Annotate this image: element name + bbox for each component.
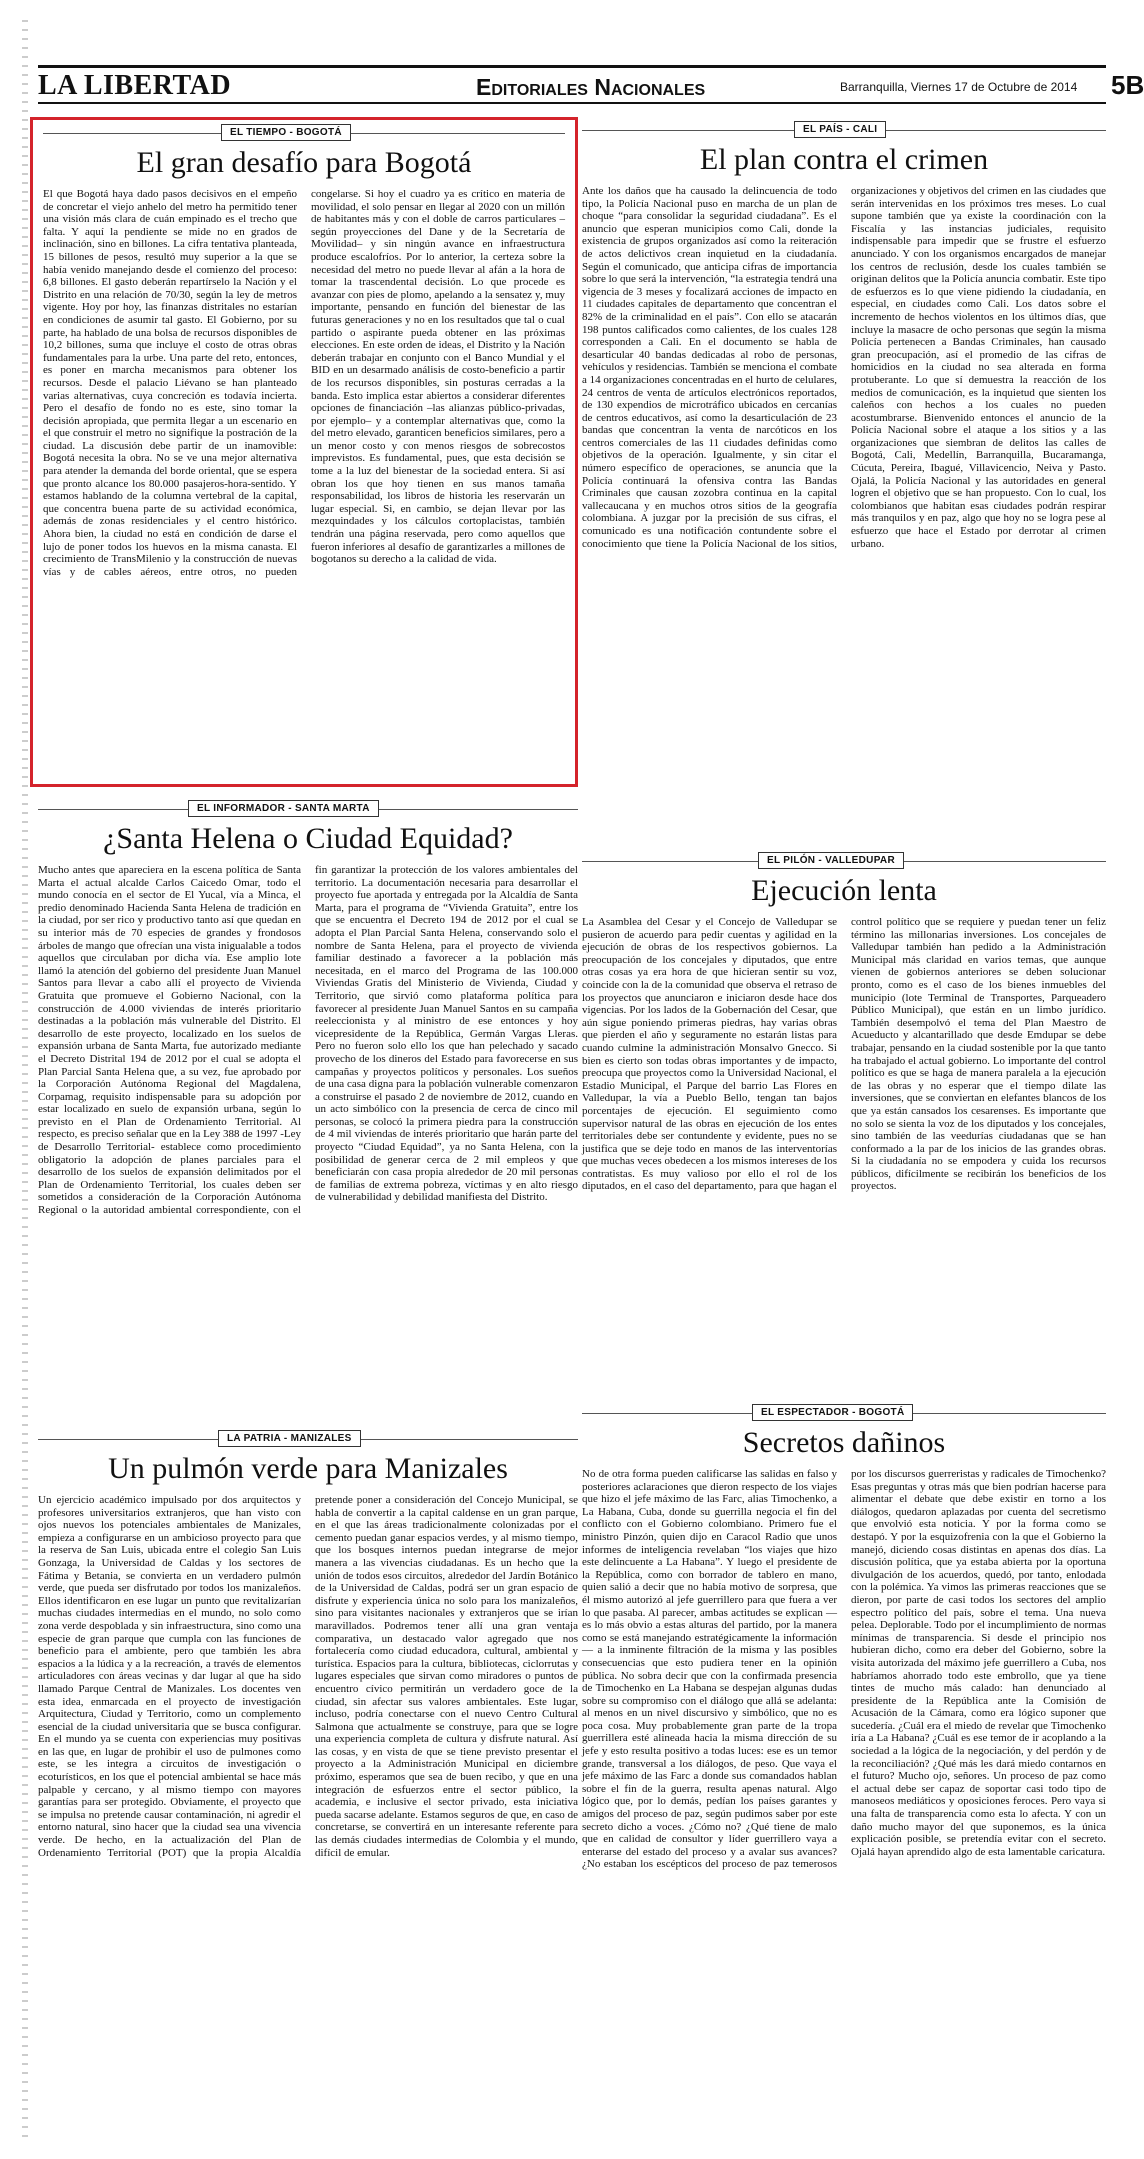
editorial-el-pais[interactable] — [582, 121, 1106, 811]
editorial-el-tiempo[interactable] — [30, 117, 578, 787]
article-headline: Secretos dañinos — [742, 1426, 946, 1459]
article-body: La Asamblea del Cesar y el Concejo de Valledupar se pusieron de acuerdo para pedir cuentas y agilidad en la ejecución de obras de los respectivos gobiernos. La preocupación de los concejales y diputados, que entre otras cosas ya era hora de que hicieran sentir su voz, coincide con la de la comunidad que observa el retraso de los proyectos que anunciaron e iniciaron desde hace dos vigencias. Por los lados de la Gobernación del Cesar, que aún sigue poniendo primeras piedras, hay varias obras que pierden el año y seguramente no estarán listas para cuando culmine la administración Monsalvo Gnecco. Si bien es cierto son todas obras importantes y de impacto, preocupa que proyectos como la Universidad Nacional, el Estadio Municipal, el Parque del barrio Las Flores en Valledupar, la vía a Pueblo Bello, tengan tan bajos porcentajes de ejecución. El seguimiento como supervisor natural de las obras en ejecución de los entes territoriales debe ser contundente y evidente, pues no se justifica que se deje todo en manos de las interventorías que muchas veces obedecen a los mismos intereses de los contratistas. Es muy valioso por ello el rol de los diputados, en el caso del departamento, para que hagan el control político que se requiere y puedan tener un feliz término las millonarias inversiones. Los concejales de Valledupar también han pedido a la Administración Municipal más claridad en varios temas, que aunque vienen de gobiernos anteriores se deben solucionar pronto, como es el caso de los bienes inmuebles del municipio (lote Terminal de Transportes, Parqueadero Público Municipal), que están en un limbo jurídico. También desempolvó el tema del Plan Maestro de Acueducto y alcantarillado que desde Emdupar se debe trabajar, pensando en la ciudad sostenible por la que tanto ha trabajado el actual gobierno. Lo importante del control político es que se haga de manera paralela a la ejecución de las obras y no esperar que el tiempo dilate las inversiones, que se conviertan en elefantes blancos de los que ya están cansados los cesarenses. Es importante que no solo se sienta la voz de los diputados y los concejales, sino también de las veedurías ciudadanas que se han conformado a la par de los inicios de las grandes obras. Si la ciudadanía no se empodera y cuida los recursos públicos, difícilmente se recibirán los beneficios de los proyectos. — [582, 916, 1106, 1193]
page-edge-marks — [8, 0, 26, 2159]
article-headline: El plan contra el crimen — [699, 143, 989, 176]
editorial-la-patria[interactable] — [38, 1430, 578, 2142]
editorial-el-pilon[interactable] — [582, 852, 1106, 1400]
editorial-el-espectador[interactable] — [582, 1404, 1106, 2142]
article-body: El que Bogotá haya dado pasos decisivos en el empeño de concretar el viejo anhelo del metro ha permitido tener una visión más clara de cuán empinado es el trecho que falta. Y aquí la pendiente se mide no en grados de inclinación, sino en billones. La cifra tentativa planteada, 15 billones de pesos, resultó muy superior a la que se había venido manejando desde el comienzo del proceso: 6,8 billones. El gasto deberán repartírselo la Nación y el Distrito en una relación de 70/30, según la ley de metros vigente. Hoy por hoy, las finanzas distritales no estarían en condiciones de asumir tal gasto. El Gobierno, por su parte, ha hablado de una bolsa de recursos disponibles de 10,2 billones, suma que incluye el costo de otras obras fundamentales para la urbe. Una parte del reto, entonces, es poner en marcha mecanismos para obtener los recursos. Desde el palacio Liévano se han planteado varias alternativas, cuya concreción es todavía incierta. Pero el desafío de fondo no es este, sino tomar la decisión apropiada, que permita llegar a un escenario en el que construir el metro no signifique la postración de la ciudad. La discusión debe partir de un inamovible: Bogotá necesita la obra. No se ve una mejor alternativa para atender la demanda del borde oriental, que se espera que pronto alcance los 80.000 pasajeros-hora-sentido. Y estamos hablando de la columna vertebral de la capital, que concentra buena parte de su actividad económica, además de zonas residenciales y el centro histórico. Ahora bien, la ciudad no está en condición de darse el lujo de poner todos los huevos en la misma canasta. El crecimiento de TransMilenio y la construcción de nuevas vías y de cables aéreos, entre otros, no pueden congelarse. Si hoy el cuadro ya es crítico en materia de movilidad, el solo pensar en llegar al 2020 con un millón de habitantes más y con el doble de carros particulares –según proyecciones del Dane y de la Secretaría de Movilidad– y sin ningún avance en infraestructura produce escalofríos. Por lo anterior, la certeza sobre la necesidad del metro no puede llevar al afán a la hora de tomar la trascendental decisión. Lo que procede es avanzar con pies de plomo, apelando a la sensatez y, muy importante, pensando en función del bienestar de las futuras generaciones y no en los resultados que tal o cual partido o aspirante pueda obtener en las próximas elecciones. En este orden de ideas, el Distrito y la Nación deberán trabajar en conjunto con el Banco Mundial y el BID en un desarmado análisis de costo-beneficio a partir de los recursos disponibles, sin posturas cerradas a la banda. Esto implica estar abiertos a considerar diferentes opciones de financiación –las alianzas público-privadas, por ejemplo– y a contemplar alternativas que, como la del metro elevado, garanticen beneficios similares, pero a un menor costo y con menos riesgos de sobrecostos imprevistos. Es fundamental, pues, que esta decisión se tome a la luz del bienestar de la sociedad entera. Si así obran los que hoy tienen en sus manos tamaña responsabilidad, los libros de historia les reservarán un lugar especial. Si, en cambio, se dejan llevar por las mezquindades y los cálculos cortoplacistas, también tendrán una página reservada, pero como aquellos que fueron inferiores al desafío de garantizarles a millones de bogotanos su derecho a la calidad de vida. — [43, 188, 565, 578]
source-tag: EL ESPECTADOR - BOGOTÁ — [752, 1404, 913, 1421]
article-body: Un ejercicio académico impulsado por dos arquitectos y profesores universitarios extranjeros, que han visto con ojos nuevos los potenciales ambientales de Manizales, empieza a configurarse en un ambicioso proyecto para que la reserva de San Luis, ubicada entre el colegio San Luis Gonzaga, la Universidad de Caldas y los sectores de Fátima y Betania, se convierta en un verdadero pulmón verde, que pueda ser disfrutado por todos los manizaleños. Ellos identificaron en ese lugar un punto que revitalizarían muchas ciudades intermedias en el mundo, no solo como zona verde despoblada y sin infraestructura, sino como una especie de gran parque que cumpla con las funciones de beneficio para el ambiente, pero que también les abra espacios a la lúdica y a la recreación, a través de elementos articuladores con áreas vecinas y dar lugar al que ha sido llamado Parque Central de Manizales. Los docentes ven esta idea, enmarcada en el proyecto de investigación Arquitectura, Ciudad y Territorio, como un complemento esencial de la ciudad universitaria que se busca configurar. En el mundo ya se cuenta con experiencias muy positivas en las que, en lugar de prohibir el uso de pulmones como este, se les integra a circuitos de investigación o ecoturísticos, en los que el potencial ambiental se hace más palpable y cercano, y al mismo tiempo con mayores garantías para ser protegido. Obviamente, el proyecto que se impulsa no pretende causar contaminación, ni agredir el entorno natural, sino hacer que la ciudad sea una vivencia verde. De hecho, en la actualización del Plan de Ordenamiento Territorial (POT) que la propia Alcaldía pretende poner a consideración del Concejo Municipal, se habla de convertir a la capital caldense en un gran parque, en el que las áreas tradicionalmente colonizadas por el cemento puedan ganar espacios verdes, y al mismo tiempo, que los bosques internos puedan integrarse de mejor manera a las vivencias ciudadanas. Es un hecho que la unión de todos esos circuitos, alrededor del Jardín Botánico de la Universidad de Caldas, podrá ser un gran espacio de disfrute y experiencia única no solo para los manizaleños, sino para visitantes nacionales y extranjeros que se irían maravillados. Podremos tener allí una gran ventaja comparativa, un destacado valor agregado que nos fortalecería como ciudad educadora, cultural, ambiental y turística. Espacios para la cultura, bibliotecas, ciclorrutas y lugares especiales que sirvan como miradores o puntos de encuentro cívico permitirán un verdadero goce de la ciudad, sin afectar sus valores ambientales. Este lugar, incluso, podría conectarse con el nuevo Centro Cultural Salmona que actualmente se construye, para que se logre una experiencia completa de cultura y disfrute natural. Así las cosas, y en vista de que se tiene previsto presentar el proyecto a la Administración Municipal en diciembre próximo, esperamos que sea de buen recibo, y que en una integración de esfuerzos entre el sector público, la academia, e inclusive el sector privado, esta iniciativa pueda sacarse adelante. Estamos seguros de que, en caso de concretarse, se convertirá en un interesante referente para las demás ciudades intermedias de Colombia y el mundo, difícil de emular. — [38, 1494, 578, 1859]
article-headline: ¿Santa Helena o Ciudad Equidad? — [103, 822, 513, 855]
issue-date: Barranquilla, Viernes 17 de Octubre de 2014 — [840, 80, 1078, 94]
article-headline: Un pulmón verde para Manizales — [108, 1452, 508, 1485]
source-tag: EL TIEMPO - BOGOTÁ — [221, 124, 351, 141]
article-body: Mucho antes que apareciera en la escena política de Santa Marta el actual alcalde Carlos Caicedo Omar, todo el mundo conocía en el sector de El Yucal, vía a Minca, el predio denominado Hacienda Santa Helena de tradición en la ciudad, por ser rico y productivo tanto así que quedan en su interior más de 70 especies de grandes y frondosos árboles de mango que ofrecían una vista inigualable a todos aquellos que circulaban por dicha vía. Ese amplio lote llamó la atención del gobierno del presidente Juan Manuel Santos para llevar a cabo allí el proyecto de Vivienda Gratuita que promueve el Gobierno Nacional, con la construcción de 4.000 viviendas de interés prioritario destinadas a la población más vulnerable del Distrito. El desarrollo de este proyecto, localizado en los suelos de expansión urbana de Santa Marta, fue autorizado mediante el Decreto Distrital 194 de 2012 por el cual se adopta el Plan Parcial Santa Helena que, a su vez, fue aprobado por la Corporación Autónoma Regional del Magdalena, Corpamag, requisito indispensable para su adopción por estar localizado en suelo de expansión urbana, según lo previsto en el Plan de Ordenamiento Territorial. Al respecto, es preciso señalar que en la Ley 388 de 1997 -Ley de Desarrollo Territorial- establece como procedimiento obligatorio la adopción de planes parciales para el desarrollo de los suelos de expansión delimitados por el Plan de Ordenamiento Territorial, los cuales deben ser sometidos a consideración de la Corporación Autónoma Regional o la autoridad ambiental correspondiente, con el fin garantizar la protección de los valores ambientales del territorio. La documentación necesaria para desarrollar el proyecto fue aportada y entregada por la Alcaldía de Santa Marta, para el programa de “Vivienda Gratuita”, entre los que se encuentra el Decreto 194 de 2012 por el cual se adopta el Plan Parcial Santa Helena, conservando solo el nombre de Santa Helena, para el proyecto de vivienda familiar destinado a favorecer a la población más necesitada, en el marco del Programa de las 100.000 Viviendas Gratis del Ministerio de Vivienda, Ciudad y Territorio, que sirvió como plataforma política para favorecer al presidente Juan Manuel Santos en su campaña reeleccionista y al ministro de ese entonces y hoy vicepresidente de la República, Germán Vargas Lleras. Pero no fueron solo ello los que han pelechado y sacado provecho de los dineros del Estado para favorecerse en sus campañas y proyectos políticos y personales. Los sueños de una casa digna para la población vulnerable comenzaron a construirse el pasado 2 de noviembre de 2012, cuando en un acto simbólico con la presencia de cerca de cinco mil personas, se colocó la primera piedra para la construcción de 4 mil viviendas de interés prioritario que harán parte del proyecto “Ciudad Equidad”, ya no Santa Helena, con la posibilidad de generar cerca de 2 mil empleos y que beneficiarán con casa propia alrededor de 20 mil personas de familias de extrema pobreza, víctimas y en alto riesgo de vulnerabilidad y debilidad manifiesta del Distrito. — [38, 864, 578, 1217]
editorial-el-informador[interactable] — [38, 800, 578, 1412]
source-tag: EL PILÓN - VALLEDUPAR — [758, 852, 904, 869]
source-tag: LA PATRIA - MANIZALES — [218, 1430, 361, 1447]
masthead-bottom-rule — [38, 102, 1106, 104]
article-body: Ante los daños que ha causado la delincuencia de todo tipo, la Policía Nacional puso en marcha de un plan de choque “para consolidar la seguridad ciudadana”. Es el anuncio que esperan municipios como Cali, donde la existencia de grupos organizados así como la reiteración de actos delictivos crean inquietud en la ciudadanía. Según el comunicado, que anticipa cifras de importancia sobre lo que será la intervención, “la estrategia tendrá una vigencia de 3 meses y focalizará acciones de impacto en 11 ciudades capitales de departamento que concentran el 82% de la criminalidad en el país”. Con ello se atacarán 198 puntos calificados como calientes, de los cuales 128 corresponden a Cali. En el documento se habla de desarticular 40 bandas dedicadas al robo de personas, vehículos y residencias. También se menciona el combate a 14 organizaciones concentradas en el hurto de celulares, 24 centros de venta de artículos electrónicos reportados, de 130 expendios de microtráfico ubicados en cercanías de centros educativos, así como la desarticulación de 23 bandas que concentran la venta de narcóticos en los centros comerciales de las 11 ciudades definidas como objetivos de la operación. Igualmente, y sin citar el número específico de operaciones, se anuncia que la Policía continuará la ofensiva contra las Bandas Criminales que causan zozobra continua en la capital vallecaucana y en muchos otros sitios de la geografía colombiana. A juzgar por la precisión de sus cifras, el comunicado es una notificación contundente sobre el conocimiento que tiene la Policía Nacional de los sitios, organizaciones y objetivos del crimen en las ciudades que serán intervenidas en los próximos tres meses. Lo cual supone también que ya existe la coordinación con la Fiscalía y las instancias judiciales, requisito indispensable para impedir que se frustre el esfuerzo anunciado. Y con los organismos encargados de manejar los centros de reclusión, desde los cuales también se originan delitos que la Policía anuncia combatir. Este tipo de esfuerzos es lo que viene pidiendo la ciudadanía, en especial, en ciudades como Cali. Los datos sobre el incremento de hechos violentos en los últimos días, que incluye la masacre de ocho personas que según la misma Policía pertenecen a Bandas Criminales, han causado gran preocupación, así el promedio de las cifras de homicidios en la ciudad no sea alterada en forma protuberante. Lo que sí demuestra la reacción de los medios de comunicación, es la inquietud que sienten los caleños con hechos a los cuales no pueden acostumbrarse. Bienvenido entonces el anuncio de la Policía Nacional sobre el ataque a los sitios y a las organizaciones que siembran de delitos las calles de Bogotá, Cali, Medellín, Barranquilla, Bucaramanga, Cúcuta, Pereira, Ibagué, Villavicencio, Neiva y Pasto. Ojalá, la Policía Nacional y las autoridades en general logren el objetivo que se han propuesto. Con lo cual, los colombianos que habitan esas ciudades podrán respirar más tranquilos y en paz, algo que hoy no se logra pese al esfuerzo que hace el Estado por derrotar al crimen urbano. — [582, 185, 1106, 550]
source-tag: EL INFORMADOR - SANTA MARTA — [188, 800, 379, 817]
section-title: Editoriales Nacionales — [476, 74, 706, 100]
newspaper-name: LA LIBERTAD — [38, 70, 232, 101]
masthead — [38, 68, 1144, 101]
page-number: 5B — [1111, 70, 1144, 100]
article-headline: El gran desafío para Bogotá — [136, 146, 472, 179]
article-body: No de otra forma pueden calificarse las salidas en falso y posteriores aclaraciones que dieron respecto de los viajes que hizo el jefe máximo de las Farc, alias Timochenko, a La Habana, Cuba, donde su guerrilla negocia el fin del conflicto con el Gobierno colombiano. Primero fue el ministro Pinzón, quien dijo en Caracol Radio que unos informes de inteligencia revelaban “los viajes que hizo este delincuente a La Habana”. Y luego el presidente de la República, como con borrador de tablero en mano, quien salió a decir que no había motivo de sorpresa, que él mismo autorizó al jefe guerrillero para que fuera a ver lo que pasaba. Al parecer, ambas actitudes se explican —es lo más obvio a estas alturas del partido, por la manera como se está manejando estratégicamente la información— a la inminente filtración de la misma y las posibles consecuencias que esto pudiera tener en la opinión pública. No sobra decir que con la confirmada presencia de Timochenko en La Habana se despejan algunas dudas sobre su compromiso con el diálogo que allá se adelanta: al menos en un nivel discursivo y simbólico, que no es poca cosa. Muy probablemente gran parte de la tropa guerrillera esté alineada hacia la misma dirección de su jefe y esto resulta positivo a todas luces: ese es un temor grande, transversal a los diálogos, de peso. Que vaya el jefe máximo de las Farc a donde sus comandados hablan sobre el fin de la guerra, resulta apenas natural. Algo lógico que, por lo demás, pedían los países garantes y amigos del proceso de paz, según pudimos saber por este secreto dicho a voces. ¿Cómo no? ¿Qué tiene de malo que en calidad de consultor y líder guerrillero vaya a enterarse del estado del proceso y a avalar sus avances? ¿No estaban los escépticos del proceso de paz temerosos por los discursos guerreristas y radicales de Timochenko? Esas preguntas y otras más que bien podrían hacerse para alimentar el debate que debe existir en torno a los diálogos, quedaron aplazadas por cuenta del secretismo que envolvió esta noticia. Y por la forma como se destapó. Y por la esquizofrenia con la que el Gobierno la manejó, diciendo cosas distintas en apenas dos días. La discusión política, que ya estaba abierta por la oportuna divulgación de los acuerdos, quedó, por tanto, enlodada con la polémica. Ya vimos las primeras reacciones que se dieron, por parte de casi todos los sectores del amplio espectro político del país, sobre el tema. Una nueva pelea. Deplorable. Todo por el incumplimiento de normas mínimas de transparencia. Si desde el principio nos hubieran dicho, como era deber del Gobierno, sobre la visita autorizada del máximo jefe guerrillero a Cuba, nos habríamos ahorrado todo este embrollo, que ya tiene tintes de mucho más calado: han denunciado al presidente de la República ante la Comisión de Acusación de la Cámara, como era lógico suponer que sucedería. ¿Cuál era el miedo de revelar que Timochenko iría a La Habana? ¿Cuál es ese temor de ir acoplando a la sociedad a la lógica de la negociación, y del perdón y de la reconciliación? ¿Qué más les dará miedo contarnos en el futuro? Mucho ojo, señores. Un proceso de paz como el actual debe ser capaz de soportar casi todo tipo de manoseos mediáticos y oposiciones feroces. Pero vaya si una falta de transparencia como esta lo afecta. Y con un daño mucho mayor del que suponemos, es la única explicación posible, se pretendía evitar con el secreto. Ojalá hayan aprendido algo de esta lamentable caricatura. — [582, 1468, 1106, 1871]
article-headline: Ejecución lenta — [751, 874, 937, 907]
source-tag: EL PAÍS - CALI — [794, 121, 886, 138]
